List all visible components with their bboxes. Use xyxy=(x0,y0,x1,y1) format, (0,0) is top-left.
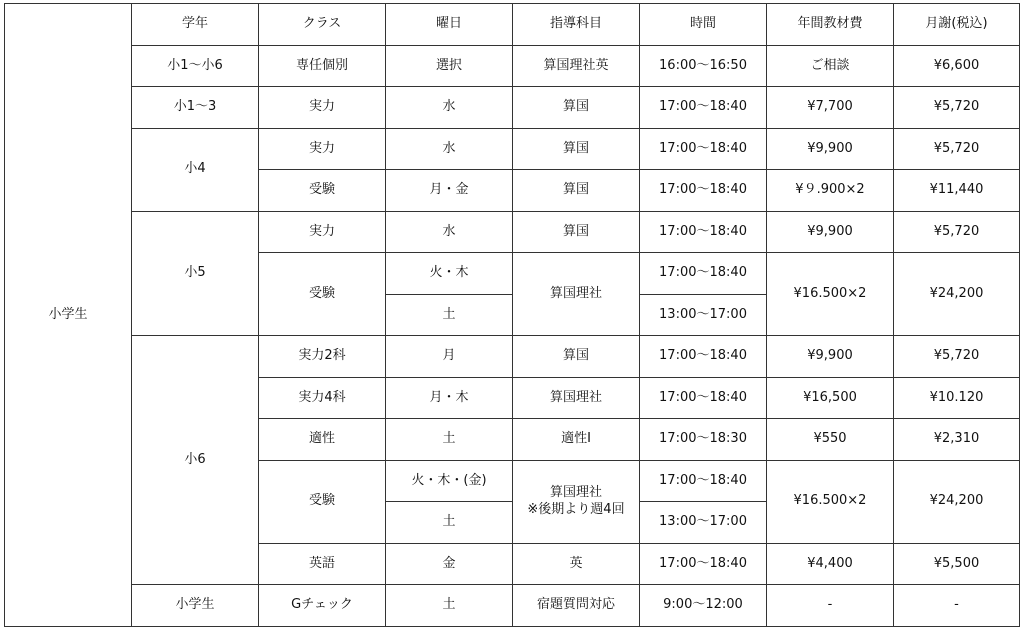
subject-cell: 英 xyxy=(513,543,640,585)
material-fee-cell: ¥9,900 xyxy=(767,128,894,170)
class-cell: 受験 xyxy=(259,170,386,212)
class-cell: 実力2科 xyxy=(259,336,386,378)
monthly-fee-cell: ¥5,720 xyxy=(894,211,1020,253)
grade-cell: 小1～3 xyxy=(132,87,259,129)
monthly-fee-cell: - xyxy=(894,585,1020,627)
category-cell: 小学生 xyxy=(5,4,132,627)
day-cell: 土 xyxy=(386,419,513,461)
material-fee-cell: ¥16.500×2 xyxy=(767,460,894,543)
monthly-fee-cell: ¥5,720 xyxy=(894,336,1020,378)
header-class: クラス xyxy=(259,4,386,46)
monthly-fee-cell: ¥10.120 xyxy=(894,377,1020,419)
subject-cell: 算国 xyxy=(513,211,640,253)
time-cell: 16:00～16:50 xyxy=(640,45,767,87)
day-cell: 火・木 xyxy=(386,253,513,295)
day-cell: 選択 xyxy=(386,45,513,87)
grade-cell: 小6 xyxy=(132,336,259,585)
subject-cell: 算国 xyxy=(513,87,640,129)
header-grade: 学年 xyxy=(132,4,259,46)
header-monthly-fee: 月謝(税込) xyxy=(894,4,1020,46)
subject-note: ※後期より週4回 xyxy=(527,501,625,517)
day-cell: 水 xyxy=(386,211,513,253)
class-cell: 実力 xyxy=(259,87,386,129)
time-cell: 17:00～18:40 xyxy=(640,170,767,212)
material-fee-cell: ¥16.500×2 xyxy=(767,253,894,336)
day-cell: 土 xyxy=(386,294,513,336)
day-cell: 月 xyxy=(386,336,513,378)
subject-cell: 算国理社英 xyxy=(513,45,640,87)
subject-cell: 算国 xyxy=(513,128,640,170)
time-cell: 13:00～17:00 xyxy=(640,502,767,544)
table-row xyxy=(5,211,1020,253)
monthly-fee-cell: ¥5,720 xyxy=(894,128,1020,170)
material-fee-cell: - xyxy=(767,585,894,627)
class-cell: 実力 xyxy=(259,211,386,253)
class-cell: Gチェック xyxy=(259,585,386,627)
day-cell: 金 xyxy=(386,543,513,585)
grade-cell: 小1～小6 xyxy=(132,45,259,87)
monthly-fee-cell: ¥2,310 xyxy=(894,419,1020,461)
header-row xyxy=(5,4,1020,46)
day-cell: 月・木 xyxy=(386,377,513,419)
header-day: 曜日 xyxy=(386,4,513,46)
time-cell: 17:00～18:40 xyxy=(640,336,767,378)
day-cell: 土 xyxy=(386,585,513,627)
class-cell: 受験 xyxy=(259,460,386,543)
table-row xyxy=(5,45,1020,87)
material-fee-cell: ¥7,700 xyxy=(767,87,894,129)
grade-cell: 小5 xyxy=(132,211,259,336)
table-row xyxy=(5,336,1020,378)
monthly-fee-cell: ¥5,720 xyxy=(894,87,1020,129)
grade-cell: 小4 xyxy=(132,128,259,211)
time-cell: 13:00～17:00 xyxy=(640,294,767,336)
material-fee-cell: ¥16,500 xyxy=(767,377,894,419)
time-cell: 17:00～18:40 xyxy=(640,211,767,253)
subject-text: 算国理社 xyxy=(549,485,602,501)
subject-cell: 適性Ⅰ xyxy=(513,419,640,461)
class-cell: 適性 xyxy=(259,419,386,461)
material-fee-cell: ¥9,900 xyxy=(767,336,894,378)
monthly-fee-cell: ¥5,500 xyxy=(894,543,1020,585)
fee-schedule-table xyxy=(4,3,1020,627)
material-fee-cell: ご相談 xyxy=(767,45,894,87)
class-cell: 英語 xyxy=(259,543,386,585)
subject-cell xyxy=(513,460,640,543)
material-fee-cell: ¥9,900 xyxy=(767,211,894,253)
header-material-fee: 年間教材費 xyxy=(767,4,894,46)
subject-cell: 算国理社 xyxy=(513,253,640,336)
time-cell: 9:00～12:00 xyxy=(640,585,767,627)
grade-cell: 小学生 xyxy=(132,585,259,627)
time-cell: 17:00～18:40 xyxy=(640,377,767,419)
subject-cell: 宿題質問対応 xyxy=(513,585,640,627)
time-cell: 17:00～18:40 xyxy=(640,460,767,502)
table-row xyxy=(5,128,1020,170)
fee-schedule-table-wrapper xyxy=(4,3,1019,633)
day-cell: 土 xyxy=(386,502,513,544)
time-cell: 17:00～18:40 xyxy=(640,253,767,295)
material-fee-cell: ¥550 xyxy=(767,419,894,461)
time-cell: 17:00～18:30 xyxy=(640,419,767,461)
header-time: 時間 xyxy=(640,4,767,46)
subject-cell: 算国 xyxy=(513,170,640,212)
day-cell: 火・木・(金) xyxy=(386,460,513,502)
monthly-fee-cell: ¥24,200 xyxy=(894,460,1020,543)
day-cell: 水 xyxy=(386,128,513,170)
monthly-fee-cell: ¥24,200 xyxy=(894,253,1020,336)
time-cell: 17:00～18:40 xyxy=(640,87,767,129)
material-fee-cell: ¥4,400 xyxy=(767,543,894,585)
day-cell: 月・金 xyxy=(386,170,513,212)
monthly-fee-cell: ¥11,440 xyxy=(894,170,1020,212)
monthly-fee-cell: ¥6,600 xyxy=(894,45,1020,87)
header-subject: 指導科目 xyxy=(513,4,640,46)
subject-cell: 算国理社 xyxy=(513,377,640,419)
day-cell: 水 xyxy=(386,87,513,129)
class-cell: 実力4科 xyxy=(259,377,386,419)
class-cell: 受験 xyxy=(259,253,386,336)
time-cell: 17:00～18:40 xyxy=(640,543,767,585)
time-cell: 17:00～18:40 xyxy=(640,128,767,170)
table-row xyxy=(5,87,1020,129)
subject-cell: 算国 xyxy=(513,336,640,378)
table-row xyxy=(5,585,1020,627)
material-fee-cell: ¥９.900×2 xyxy=(767,170,894,212)
class-cell: 専任個別 xyxy=(259,45,386,87)
class-cell: 実力 xyxy=(259,128,386,170)
